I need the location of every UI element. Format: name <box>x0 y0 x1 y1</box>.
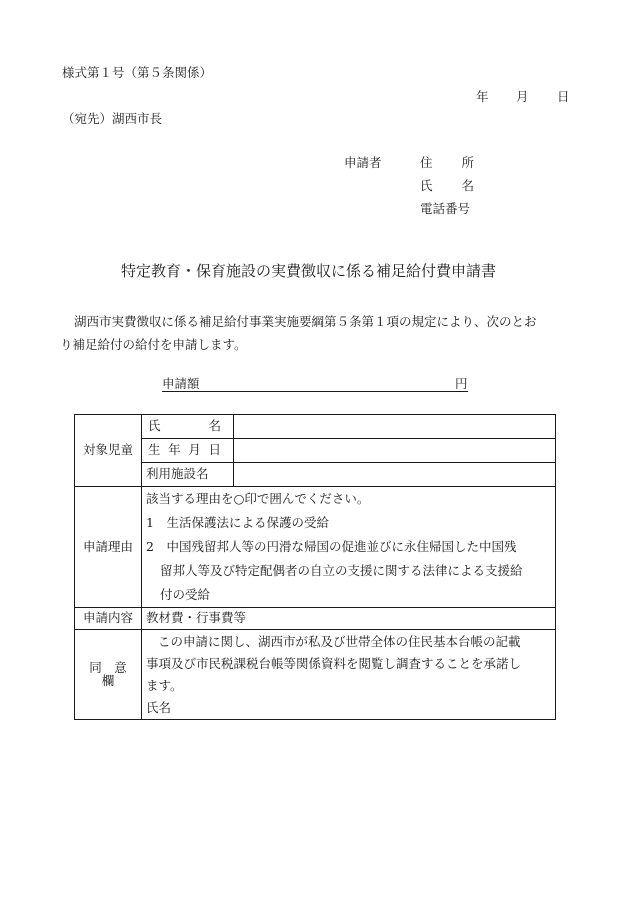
date-year: 年 <box>476 89 489 104</box>
date-day: 日 <box>557 89 570 104</box>
amount-label: 申請額 <box>162 376 200 391</box>
applicant-phone-label: 電話番号 <box>420 201 471 216</box>
consent-label: 同 意 欄 <box>75 630 142 720</box>
child-label: 対象児童 <box>75 415 142 487</box>
addressee: （宛先）湖西市長 <box>62 111 163 126</box>
consent-name-label: 氏名 <box>146 699 172 715</box>
reason-label: 申請理由 <box>75 487 142 608</box>
amount-line[interactable] <box>162 377 468 392</box>
child-name-field[interactable] <box>234 415 556 439</box>
child-facility-label: 利用施設名 <box>142 463 234 487</box>
child-facility-field[interactable] <box>234 463 556 487</box>
content-value: 教材費・行事費等 <box>142 608 556 630</box>
child-birthdate-field[interactable] <box>234 439 556 463</box>
body-text: 湖西市実費徴収に係る補足給付事業実施要綱第５条第１項の規定により、次のとお り補足給付の給付を申請します。 <box>60 314 537 352</box>
applicant-name-label: 氏 名 <box>420 178 474 193</box>
child-birthdate-label: 生 年 月 日 <box>142 439 234 463</box>
content-label: 申請内容 <box>75 608 142 630</box>
reason-content[interactable]: 該当する理由を○印で囲んでください。 1 生活保護法による保護の受給 2 中国残留邦人等の円滑な帰国の促進並びに永住帰国した中国残 留邦人等及び特定配偶者の自立の支援に関する法律による支援給 付の受給 <box>142 487 556 608</box>
consent-content[interactable]: この申請に関し、湖西市が私及び世帯全体の住民基本台帳の記載 事項及び市民税課税台帳等関係資料を閲覧し調査することを承諾し ます。 氏名 <box>142 630 556 720</box>
form-number: 様式第１号（第５条関係） <box>62 65 213 80</box>
applicant-address-label: 住 所 <box>420 155 474 170</box>
application-table <box>74 414 556 720</box>
child-name-label: 氏 名 <box>142 415 234 439</box>
applicant-label: 申請者 <box>344 155 382 170</box>
date-month: 月 <box>516 89 529 104</box>
document-title: 特定教育・保育施設の実費徴収に係る補足給付費申請書 <box>121 262 497 280</box>
amount-unit: 円 <box>455 376 468 391</box>
